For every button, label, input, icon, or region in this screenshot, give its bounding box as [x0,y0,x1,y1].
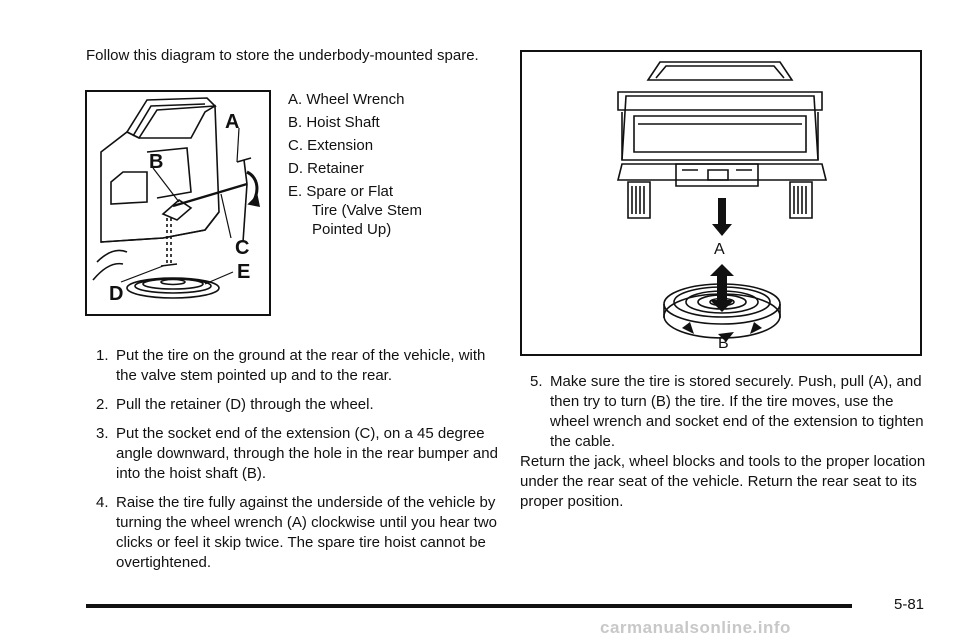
step-item [86,346,506,386]
callout-e: E [237,261,251,283]
step-number: 2. [96,396,109,413]
tire-check-illustration [522,52,920,354]
step-item [86,493,506,573]
legend-item-d: D. Retainer [288,160,364,177]
legend-item-a: A. Wheel Wrench [288,91,405,108]
legend-item-e-cont-1: Tire (Valve Stem [312,202,423,219]
steps-list-left [86,346,506,582]
callout-d: D [109,283,124,305]
step-number: 1. [96,347,109,364]
step-text: Put the tire on the ground at the rear of the vehicle, with the valve stem pointed up and to the rear. [116,347,486,384]
steps-list-right [520,372,930,461]
callout-c: C [235,237,250,259]
step-number: 5. [530,373,543,390]
step-item [86,424,506,484]
footer-rule [86,604,852,608]
legend-item-c: C. Extension [288,137,374,154]
callout-a: A [225,111,240,133]
step-text: Raise the tire fully against the underside of the vehicle by turning the wheel wrench (A) clockwise until you hear two clicks or feel it skip twice. The spare tire hoist cannot be overtightened. [116,494,498,571]
legend-item-e-label: E. Spare or Flat [288,183,394,200]
step-item [86,395,506,415]
push-arrow [712,198,732,236]
page-number: 5-81 [894,596,925,613]
legend-item-b: B. Hoist Shaft [288,114,380,131]
spare-storage-illustration [87,92,269,314]
callout-b: B [149,151,164,173]
step-number: 3. [96,425,109,442]
callout-a: A [714,241,725,258]
figure-legend [288,90,498,239]
legend-item-e [288,182,498,239]
legend-item-e-cont-2: Pointed Up) [312,221,392,238]
watermark: carmanualsonline.info [600,618,791,637]
tire-check-figure [520,50,922,356]
intro-paragraph: Follow this diagram to store the underbody-mounted spare. [86,47,479,64]
closing-paragraph: Return the jack, wheel blocks and tools to the proper location under the rear seat of the vehicle. Return the rear seat to its proper position. [520,453,926,510]
step-item [520,372,930,452]
spare-storage-figure [85,90,271,316]
step-text: Put the socket end of the extension (C), on a 45 degree angle downward, through the hole in the rear bumper and into the hoist shaft (B). [116,425,498,482]
step-text: Make sure the tire is stored securely. Push, pull (A), and then try to turn (B) the tire. If the tire moves, use the wheel wrench and socket end of the extension to tighten the cable. [550,373,924,450]
callout-b: B [718,335,729,352]
step-number: 4. [96,494,109,511]
step-text: Pull the retainer (D) through the wheel. [116,396,374,413]
